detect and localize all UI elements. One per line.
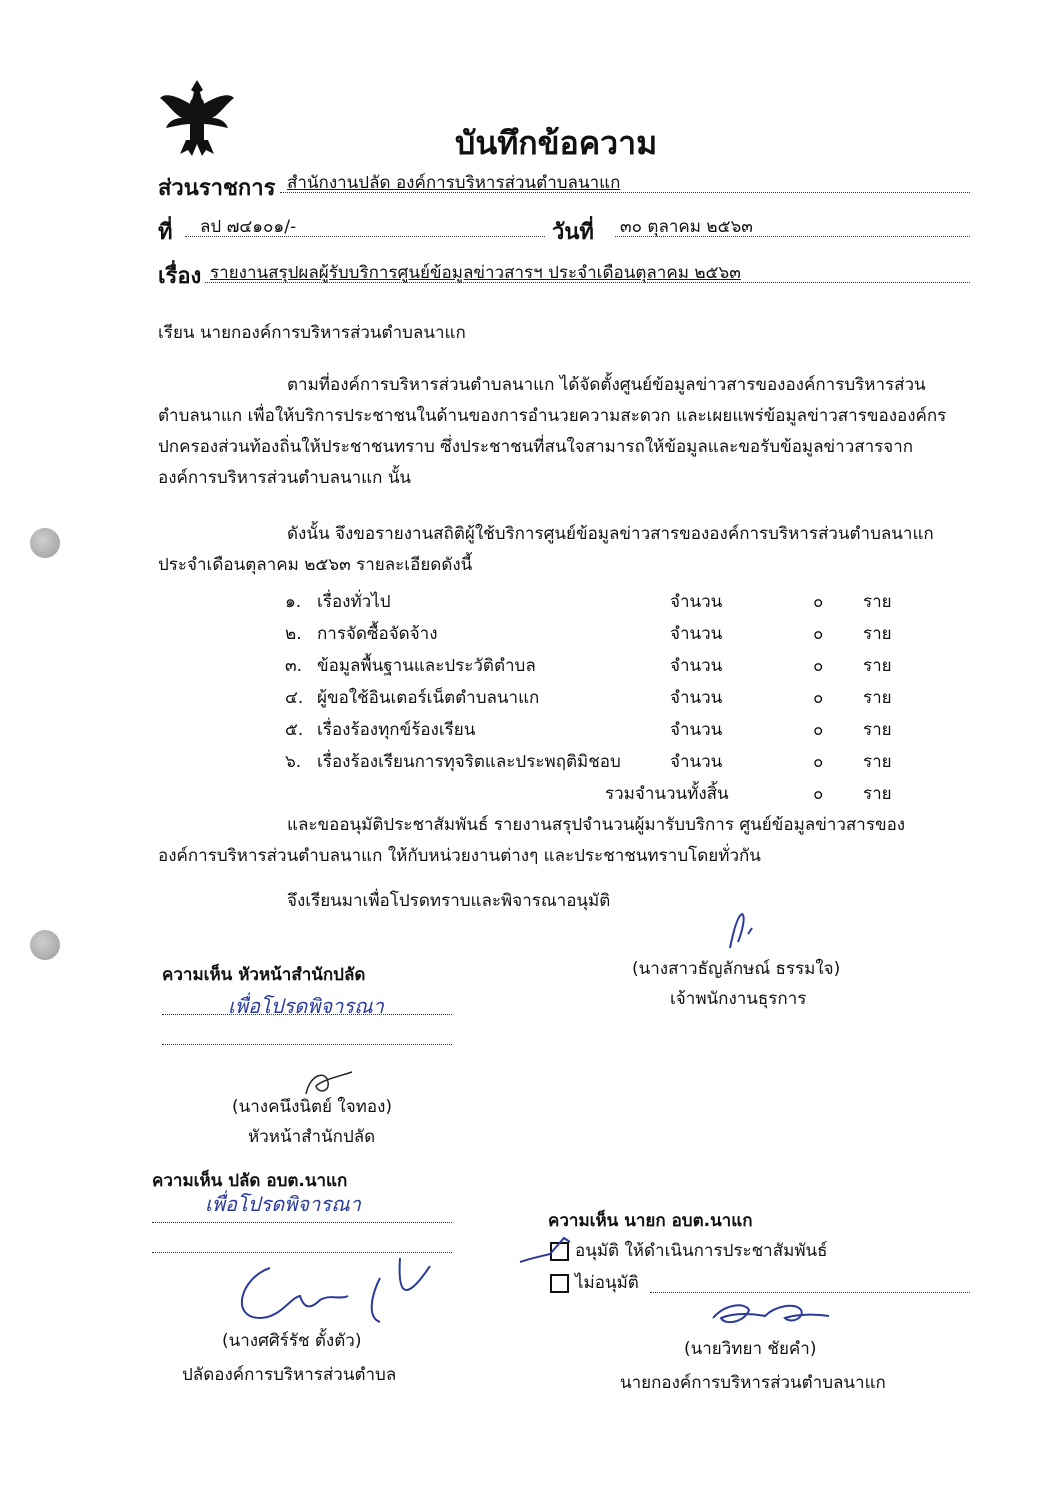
date-label: วันที่ <box>552 220 594 245</box>
item-number: ๔. <box>285 688 304 708</box>
reject-option[interactable] <box>550 1272 639 1294</box>
total-unit: ราย <box>863 784 892 804</box>
item-count-label: จำนวน <box>670 688 723 708</box>
item-count: ๐ <box>813 592 824 612</box>
item-count: ๐ <box>813 656 824 676</box>
item-unit: ราย <box>863 624 892 644</box>
signature-mark <box>230 1248 440 1328</box>
list-item <box>285 716 905 748</box>
opinion-head-dotline <box>162 1044 452 1045</box>
opinion-head-label: ความเห็น หัวหน้าสำนักปลัด <box>162 965 366 985</box>
item-number: ๕. <box>285 720 304 740</box>
punch-hole <box>30 528 60 558</box>
list-item <box>285 652 905 684</box>
item-count-label: จำนวน <box>670 752 723 772</box>
item-unit: ราย <box>863 688 892 708</box>
subject-value: รายงานสรุปผลผู้รับบริการศูนย์ข้อมูลข่าวสารฯ ประจำเดือนตุลาคม ๒๕๖๓ <box>210 263 741 283</box>
subject-label: เรื่อง <box>158 264 202 289</box>
ref-value: ลป ๗๔๑๐๑/- <box>200 217 297 237</box>
list-item <box>285 588 905 620</box>
item-number: ๓. <box>285 656 303 676</box>
opinion-palad-name: (นางศศิร์รัช ตั้งตัว) <box>222 1331 362 1351</box>
item-unit: ราย <box>863 720 892 740</box>
item-count: ๐ <box>813 752 824 772</box>
list-item <box>285 748 905 780</box>
opinion-palad-handwritten: เพื่อโปรดพิจารณา <box>205 1192 361 1216</box>
para2-line: ดังนั้น จึงขอรายงานสถิติผู้ใช้บริการศูนย์ข้อมูลข่าวสารขององค์การบริหารส่วนตำบลนาแก <box>287 524 934 544</box>
item-label: ผู้ขอใช้อินเตอร์เน็ตตำบลนาแก <box>317 688 540 708</box>
para1-line: ตามที่องค์การบริหารส่วนตำบลนาแก ได้จัดตั้งศูนย์ข้อมูลข่าวสารขององค์การบริหารส่วน <box>287 375 926 395</box>
opinion-palad-dotline <box>152 1222 452 1223</box>
agency-label: ส่วนราชการ <box>158 176 276 201</box>
ref-label: ที่ <box>158 220 173 245</box>
item-unit: ราย <box>863 752 892 772</box>
opinion-mayor-position: นายกองค์การบริหารส่วนตำบลนาแก <box>620 1373 886 1393</box>
item-unit: ราย <box>863 592 892 612</box>
para3-line: และขออนุมัติประชาสัมพันธ์ รายงานสรุปจำนวนผู้มารับบริการ ศูนย์ข้อมูลข่าวสารของ <box>287 815 906 835</box>
checkmark-icon <box>518 1232 588 1272</box>
total-row <box>285 780 905 812</box>
item-unit: ราย <box>863 656 892 676</box>
approve-label: อนุมัติ ให้ดำเนินการประชาสัมพันธ์ <box>575 1241 828 1261</box>
opinion-head-dotline <box>162 1014 452 1015</box>
reject-checkbox[interactable] <box>550 1274 569 1293</box>
item-number: ๖. <box>285 752 302 772</box>
item-count-label: จำนวน <box>670 592 723 612</box>
total-label: รวมจำนวนทั้งสิ้น <box>605 784 729 804</box>
punch-hole <box>30 930 60 960</box>
signer-position: เจ้าพนักงานธุรการ <box>670 989 807 1009</box>
agency-value: สำนักงานปลัด องค์การบริหารส่วนตำบลนาแก <box>287 173 621 193</box>
date-value: ๓๐ ตุลาคม ๒๕๖๓ <box>620 217 753 237</box>
memo-title: บันทึกข้อความ <box>455 124 658 162</box>
closing-line: จึงเรียนมาเพื่อโปรดทราบและพิจารณาอนุมัติ <box>287 891 611 911</box>
para2-line: ประจำเดือนตุลาคม ๒๕๖๓ รายละเอียดดังนี้ <box>158 555 473 575</box>
item-label: ข้อมูลพื้นฐานและประวัติตำบล <box>317 656 536 676</box>
para1-line: ตำบลนาแก เพื่อให้บริการประชาชนในด้านของการอำนวยความสะดวก และเผยแพร่ข้อมูลข่าวสารขององค์กร <box>158 406 947 426</box>
reject-label: ไม่อนุมัติ <box>575 1273 639 1293</box>
item-number: ๑. <box>285 592 302 612</box>
opinion-palad-position: ปลัดองค์การบริหารส่วนตำบล <box>182 1365 397 1385</box>
opinion-mayor-label: ความเห็น นายก อบต.นาแก <box>548 1211 753 1231</box>
item-count-label: จำนวน <box>670 624 723 644</box>
signer-name: (นางสาวธัญลักษณ์ ธรรมใจ) <box>632 959 841 979</box>
signature-mark <box>705 1296 835 1332</box>
item-number: ๒. <box>285 624 302 644</box>
total-count: ๐ <box>813 784 824 804</box>
opinion-head-handwritten: เพื่อโปรดพิจารณา <box>228 994 384 1018</box>
para1-line: องค์การบริหารส่วนตำบลนาแก นั้น <box>158 468 412 488</box>
item-count-label: จำนวน <box>670 656 723 676</box>
approve-option[interactable] <box>550 1240 828 1262</box>
list-item <box>285 620 905 652</box>
item-label: การจัดซื้อจัดจ้าง <box>317 624 438 644</box>
list-item <box>285 684 905 716</box>
item-label: เรื่องร้องเรียนการทุจริตและประพฤติมิชอบ <box>317 752 621 772</box>
item-count: ๐ <box>813 624 824 644</box>
item-count-label: จำนวน <box>670 720 723 740</box>
item-count: ๐ <box>813 720 824 740</box>
salutation: เรียน นายกองค์การบริหารส่วนตำบลนาแก <box>158 323 466 343</box>
opinion-mayor-name: (นายวิทยา ชัยคำ) <box>684 1339 817 1359</box>
garuda-emblem-icon <box>158 78 236 158</box>
opinion-head-name: (นางคนึงนิตย์ ใจทอง) <box>232 1097 393 1117</box>
item-count: ๐ <box>813 688 824 708</box>
item-label: เรื่องทั่วไป <box>317 592 391 612</box>
reject-dotline <box>650 1292 970 1293</box>
opinion-head-position: หัวหน้าสำนักปลัด <box>248 1127 376 1147</box>
para3-line: องค์การบริหารส่วนตำบลนาแก ให้กับหน่วยงานต่างๆ และประชาชนทราบโดยทั่วกัน <box>158 846 761 866</box>
opinion-palad-label: ความเห็น ปลัด อบต.นาแก <box>152 1171 348 1191</box>
signature-mark <box>720 908 770 958</box>
item-label: เรื่องร้องทุกข์ร้องเรียน <box>317 720 476 740</box>
para1-line: ปกครองส่วนท้องถิ่นให้ประชาชนทราบ ซึ่งประชาชนที่สนใจสามารถให้ข้อมูลและขอรับข้อมูลข่าวสารจาก <box>158 437 914 457</box>
